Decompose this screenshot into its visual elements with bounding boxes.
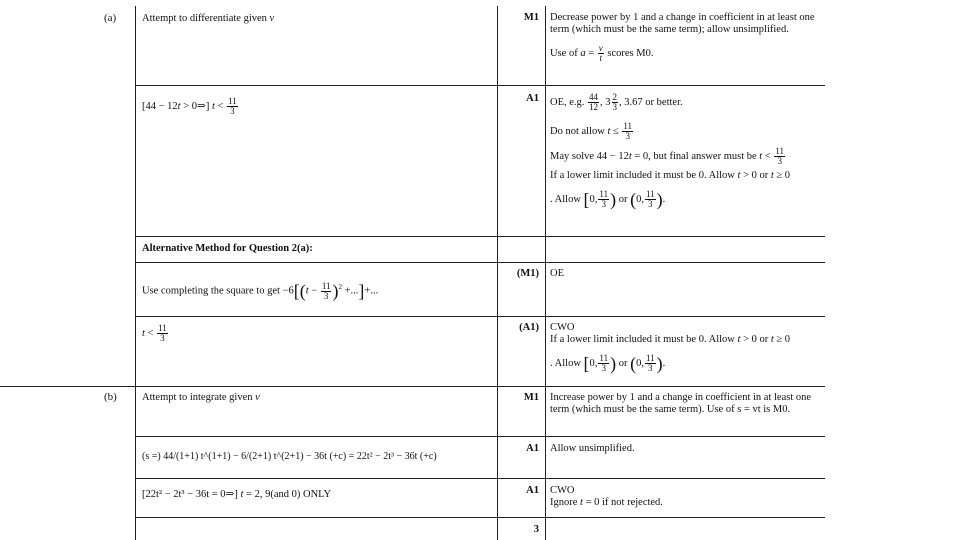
mark-b1: M1 <box>523 392 539 403</box>
note-b3: CWO Ignore t = 0 if not rejected. <box>550 485 663 508</box>
note-alt2: CWO If a lower limit included it must be 0. Allow t > 0 or t ≥ 0 . Allow [0, $\frac{11}{3}$ ) or (0, $\frac{11}{3}$ ). <box>550 322 791 374</box>
row-line <box>135 262 825 263</box>
note-a2-maysolve: May solve 44 − 12t = 0, but final answer must be t < $\frac{11}{3}$ <box>550 146 785 166</box>
note-alt1: OE <box>550 268 564 279</box>
col-divider-2 <box>497 6 498 540</box>
row-line <box>135 85 825 86</box>
note-a1-use: Use of a = $\frac{v}{t}$ scores M0. <box>550 43 654 63</box>
row-line <box>135 316 825 317</box>
fraction: $\frac{11}{3}$ <box>228 96 237 116</box>
row-line <box>135 478 825 479</box>
alt-method-heading: Alternative Method for Question 2(a): <box>142 243 313 254</box>
row-line <box>135 436 825 437</box>
col-divider-3 <box>545 6 546 540</box>
fraction: $\frac{v}{t}$ <box>598 43 603 63</box>
note-a2-lower: If a lower limit included it must be 0. Allow t > 0 or t ≥ 0 <box>550 170 791 181</box>
mark-b3: A1 <box>526 485 539 496</box>
row-line <box>135 517 825 518</box>
mark-b2: A1 <box>526 443 539 454</box>
note-a1-text: Decrease power by 1 and a change in coefficient in at least one term (which must be the same term); allow unsimplified. <box>550 12 815 35</box>
row-line <box>135 236 825 237</box>
note-b1: Increase power by 1 and a change in coefficient in at least one term (which must be the same term). Use of s = vt is M0. <box>550 392 812 415</box>
method-a2: [44 − 12t > 0⇒] t < $\frac{11}{3}$ <box>142 96 237 116</box>
method-var: v <box>269 13 275 24</box>
note-a2 <box>550 93 822 209</box>
method-b2: (s =) 44/(1+1) t^(1+1) − 6/(2+1) t^(2+1) − 36t (+c) = 22t² − 2t³ − 36t (+c) <box>142 451 437 462</box>
note-a2-disallow: Do not allow t ≤ $\frac{11}{3}$ <box>550 121 633 141</box>
part-label-a: (a) <box>104 12 117 24</box>
mark-a2: A1 <box>526 93 539 104</box>
method-alt2: t < $\frac{11}{3}$ <box>142 323 167 343</box>
note-a2-oe: OE, e.g. $\frac{44}{12}$ , 3 $\frac{2}{3}$ , 3.67 or better. <box>550 92 683 112</box>
mark-total: 3 <box>533 524 539 535</box>
method-alt1: Use completing the square to get −6[(t − $\frac{11}{3}$ )$^2$ +...]+... <box>142 280 379 302</box>
mark-a1: M1 <box>523 12 539 23</box>
note-b2: Allow unsimplified. <box>550 443 635 454</box>
method-a1 <box>142 13 274 25</box>
row-line <box>0 386 825 387</box>
col-divider-1 <box>135 6 136 540</box>
method-b3: [22t² − 2t³ − 36t = 0⇒] t = 2, 9(and 0) ONLY <box>142 489 332 500</box>
method-text: Attempt to differentiate given <box>142 13 270 24</box>
mark-alt1: (M1) <box>516 268 539 279</box>
part-label-b: (b) <box>104 391 117 403</box>
mark-alt2: (A1) <box>519 322 539 333</box>
method-b1: Attempt to integrate given v <box>142 392 260 403</box>
note-a1 <box>550 12 822 63</box>
note-a2-allow: . Allow [0, $\frac{11}{3}$ ) or (0, $\frac{11}{3}$ ). <box>550 189 666 210</box>
